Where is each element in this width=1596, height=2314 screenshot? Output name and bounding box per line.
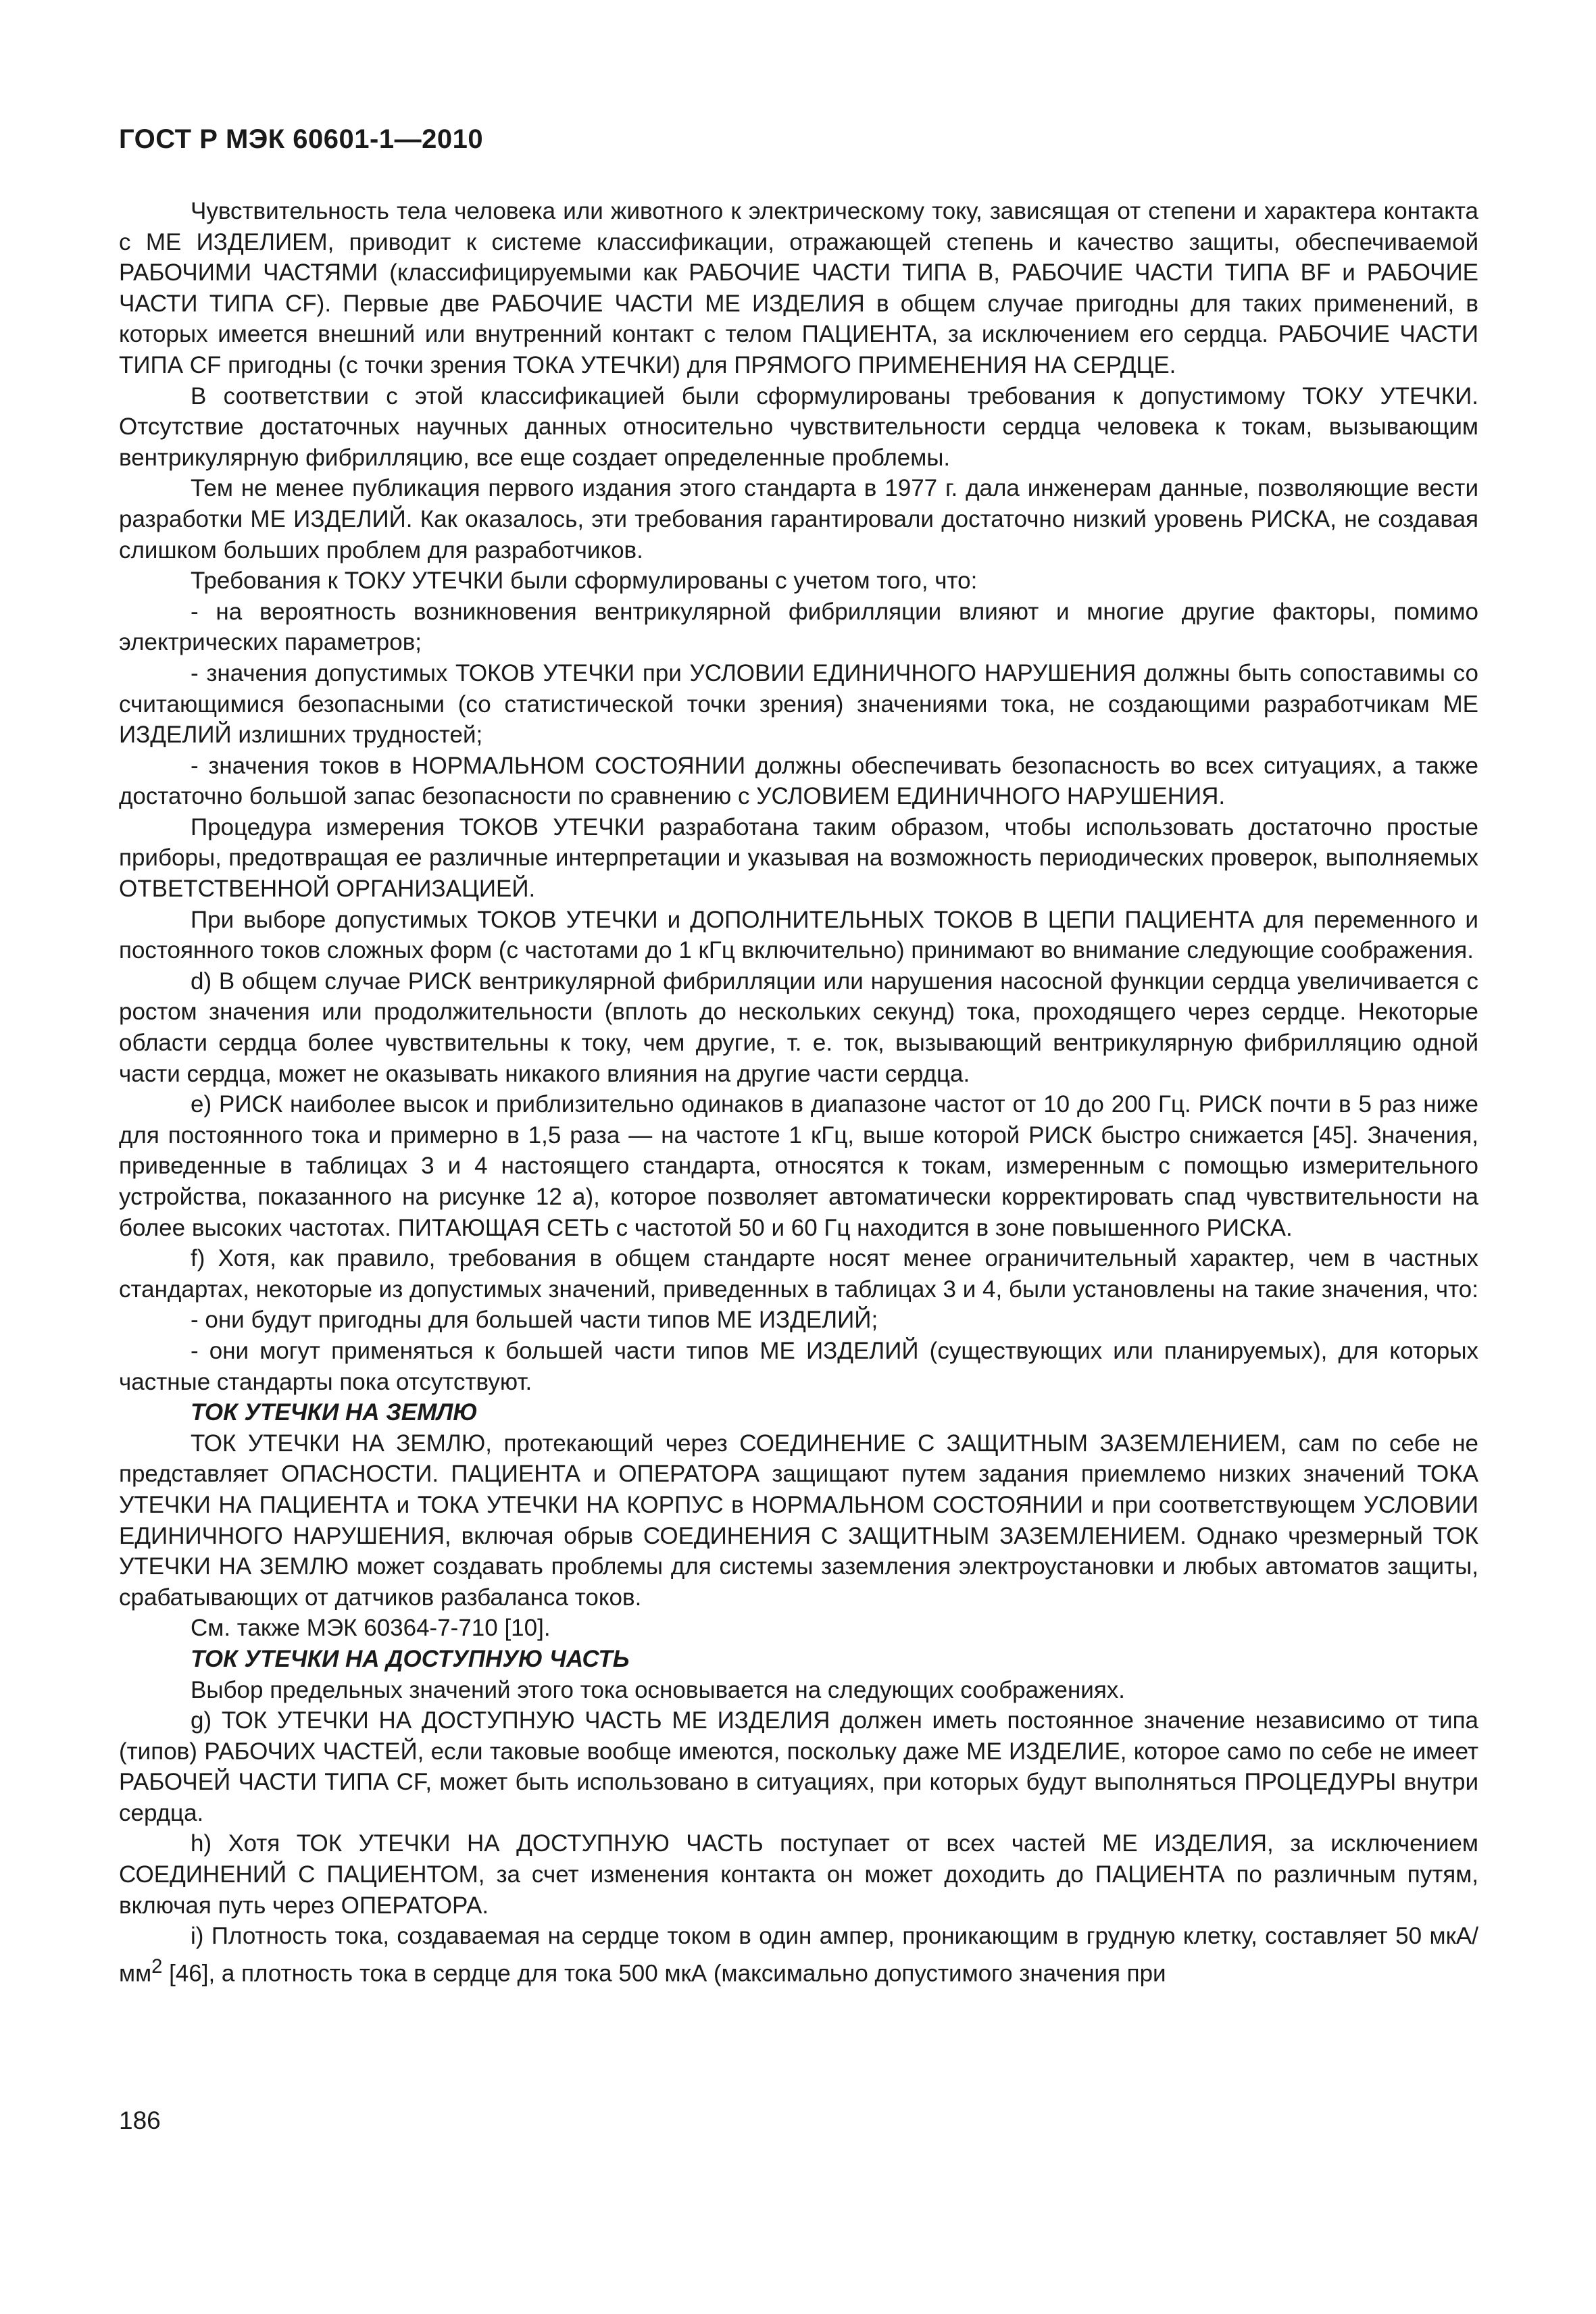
list-item: - они могут применяться к большей части типов МЕ ИЗДЕЛИЙ (существующих или планируемых), для которых частные стандарты пока отсутствуют. [119, 1337, 1478, 1395]
paragraph: Процедура измерения ТОКОВ УТЕЧКИ разработана таким образом, чтобы использовать достаточно простые приборы, предотвращая ее различные интерпретации и указывая на возможность периодических проверок, выполняемых ОТВЕТСТВЕННОЙ ОРГАНИЗАЦИЕЙ. [119, 813, 1478, 903]
paragraph-text: [46], а плотность тока в сердце для тока 500 мкА (максимально допустимого значения при [162, 1960, 1166, 1987]
paragraph: g) ТОК УТЕЧКИ НА ДОСТУПНУЮ ЧАСТЬ МЕ ИЗДЕЛИЯ должен иметь постоянное значение независимо от типа (типов) РАБОЧИХ ЧАСТЕЙ, если таковые вообще имеются, поскольку даже МЕ ИЗДЕЛИЕ, которое само по себе не имеет РАБОЧЕЙ ЧАСТИ ТИПА CF, может быть использовано в ситуациях, при которых будут выполняться ПРОЦЕДУРЫ внутри сердца. [119, 1707, 1478, 1826]
paragraph: В соответствии с этой классификацией были сформулированы требования к допустимому ТОКУ УТЕЧКИ. Отсутствие достаточных научных данных относительно чувствительности сердца человека к токам, вызывающим вентрикулярную фибрилляцию, все еще создает определенные проблемы. [119, 382, 1478, 471]
paragraph: При выборе допустимых ТОКОВ УТЕЧКИ и ДОПОЛНИТЕЛЬНЫХ ТОКОВ В ЦЕПИ ПАЦИЕНТА для переменного и постоянного токов сложных форм (с частотами до 1 кГц включительно) принимают во внимание следующие соображения. [119, 906, 1478, 964]
paragraph: Тем не менее публикация первого издания этого стандарта в 1977 г. дала инженерам данные, позволяющие вести разработки МЕ ИЗДЕЛИЙ. Как оказалось, эти требования гарантировали достаточно низкий уровень РИСКА, не создавая слишком больших проблем для разработчиков. [119, 475, 1478, 563]
paragraph: e) РИСК наиболее высок и приблизительно одинаков в диапазоне частот от 10 до 200 Гц. РИСК почти в 5 раз ниже для постоянного тока и примерно в 1,5 раза — на частоте 1 кГц, выше которой РИСК быстро снижается [45]. Значения, приведенные в таблицах 3 и 4 настоящего стандарта, относятся к токам, измеренным с помощью измерительного устройства, показанного на рисунке 12 a), которое позволяет автоматически корректировать спад чувствительности на более высоких частотах. ПИТАЮЩАЯ СЕТЬ с частотой 50 и 60 Гц находится в зоне повышенного РИСКА. [119, 1091, 1478, 1241]
paragraph: d) В общем случае РИСК вентрикулярной фибрилляции или нарушения насосной функции сердца увеличивается с ростом значения или продолжительности (вплоть до нескольких секунд) тока, проходящего через сердце. Некоторые области сердца более чувствительны к току, чем другие, т. е. ток, вызывающий вентрикулярную фибрилляцию одной части сердца, может не оказывать никакого влияния на другие части сердца. [119, 967, 1478, 1087]
section-heading-touch-current: ТОК УТЕЧКИ НА ДОСТУПНУЮ ЧАСТЬ [191, 1645, 630, 1672]
paragraph: Требования к ТОКУ УТЕЧКИ были сформулированы с учетом того, что: [191, 568, 978, 595]
list-item: - значения токов в НОРМАЛЬНОМ СОСТОЯНИИ должны обеспечивать безопасность во всех ситуациях, а также достаточно большой запас безопасности по сравнению с УСЛОВИЕМ ЕДИНИЧНОГО НАРУШЕНИЯ. [119, 752, 1478, 810]
page-number: 186 [119, 2107, 161, 2134]
document-header: ГОСТ Р МЭК 60601-1—2010 [119, 124, 484, 154]
paragraph: Выбор предельных значений этого тока основывается на следующих соображениях. [191, 1676, 1125, 1703]
list-item: - они будут пригодны для большей части типов МЕ ИЗДЕЛИЙ; [191, 1307, 878, 1334]
section-heading-earth-leakage: ТОК УТЕЧКИ НА ЗЕМЛЮ [191, 1399, 478, 1426]
paragraph: h) Хотя ТОК УТЕЧКИ НА ДОСТУПНУЮ ЧАСТЬ поступает от всех частей МЕ ИЗДЕЛИЯ, за исключением СОЕДИНЕНИЙ С ПАЦИЕНТОМ, за счет изменения контакта он может доходить до ПАЦИЕНТА по различным путям, включая путь через ОПЕРАТОРА. [119, 1830, 1478, 1919]
list-item: - на вероятность возникновения вентрикулярной фибрилляции влияют и многие другие факторы, помимо электрических параметров; [119, 598, 1478, 656]
paragraph-text: i) Плотность тока, создаваемая на сердце током в один ампер, проникающим в грудную клетку, составляет 50 мкА/мм [119, 1923, 1478, 1987]
paragraph: См. также МЭК 60364-7-710 [10]. [191, 1615, 551, 1642]
document-body [119, 196, 1478, 1989]
paragraph: ТОК УТЕЧКИ НА ЗЕМЛЮ, протекающий через СОЕДИНЕНИЕ С ЗАЩИТНЫМ ЗАЗЕМЛЕНИЕМ, сам по себе не представляет ОПАСНОСТИ. ПАЦИЕНТА и ОПЕРАТОРА защищают путем задания приемлемо низких значений ТОКА УТЕЧКИ НА ПАЦИЕНТА и ТОКА УТЕЧКИ НА КОРПУС в НОРМАЛЬНОМ СОСТОЯНИИ и при соответствующем УСЛОВИИ ЕДИНИЧНОГО НАРУШЕНИЯ, включая обрыв СОЕДИНЕНИЯ С ЗАЩИТНЫМ ЗАЗЕМЛЕНИЕМ. Однако чрезмерный ТОК УТЕЧКИ НА ЗЕМЛЮ может создавать проблемы для системы заземления электроустановки и любых автоматов защиты, срабатывающих от датчиков разбаланса токов. [119, 1430, 1478, 1611]
superscript: 2 [151, 1955, 163, 1978]
list-item: - значения допустимых ТОКОВ УТЕЧКИ при УСЛОВИИ ЕДИНИЧНОГО НАРУШЕНИЯ должны быть сопоставимы со считающимися безопасными (со статистической точки зрения) значениями тока, не создающими разработчикам МЕ ИЗДЕЛИЙ излишних трудностей; [119, 659, 1478, 749]
paragraph: Чувствительность тела человека или животного к электрическому току, зависящая от степени и характера контакта с МЕ ИЗДЕЛИЕМ, приводит к системе классификации, отражающей степень и качество защиты, обеспечиваемой РАБОЧИМИ ЧАСТЯМИ (классифицируемыми как РАБОЧИЕ ЧАСТИ ТИПА В, РАБОЧИЕ ЧАСТИ ТИПА BF и РАБОЧИЕ ЧАСТИ ТИПА CF). Первые две РАБОЧИЕ ЧАСТИ МЕ ИЗДЕЛИЯ в общем случае пригодны для таких применений, в которых имеется внешний или внутренний контакт с телом ПАЦИЕНТА, за исключением его сердца. РАБОЧИЕ ЧАСТИ ТИПА CF пригодны (с точки зрения ТОКА УТЕЧКИ) для ПРЯМОГО ПРИМЕНЕНИЯ НА СЕРДЦЕ. [119, 198, 1478, 378]
paragraph [119, 1921, 1478, 1989]
paragraph: f) Хотя, как правило, требования в общем стандарте носят менее ограничительный характер, чем в частных стандартах, некоторые из допустимых значений, приведенных в таблицах 3 и 4, были установлены на такие значения, что: [119, 1245, 1478, 1303]
